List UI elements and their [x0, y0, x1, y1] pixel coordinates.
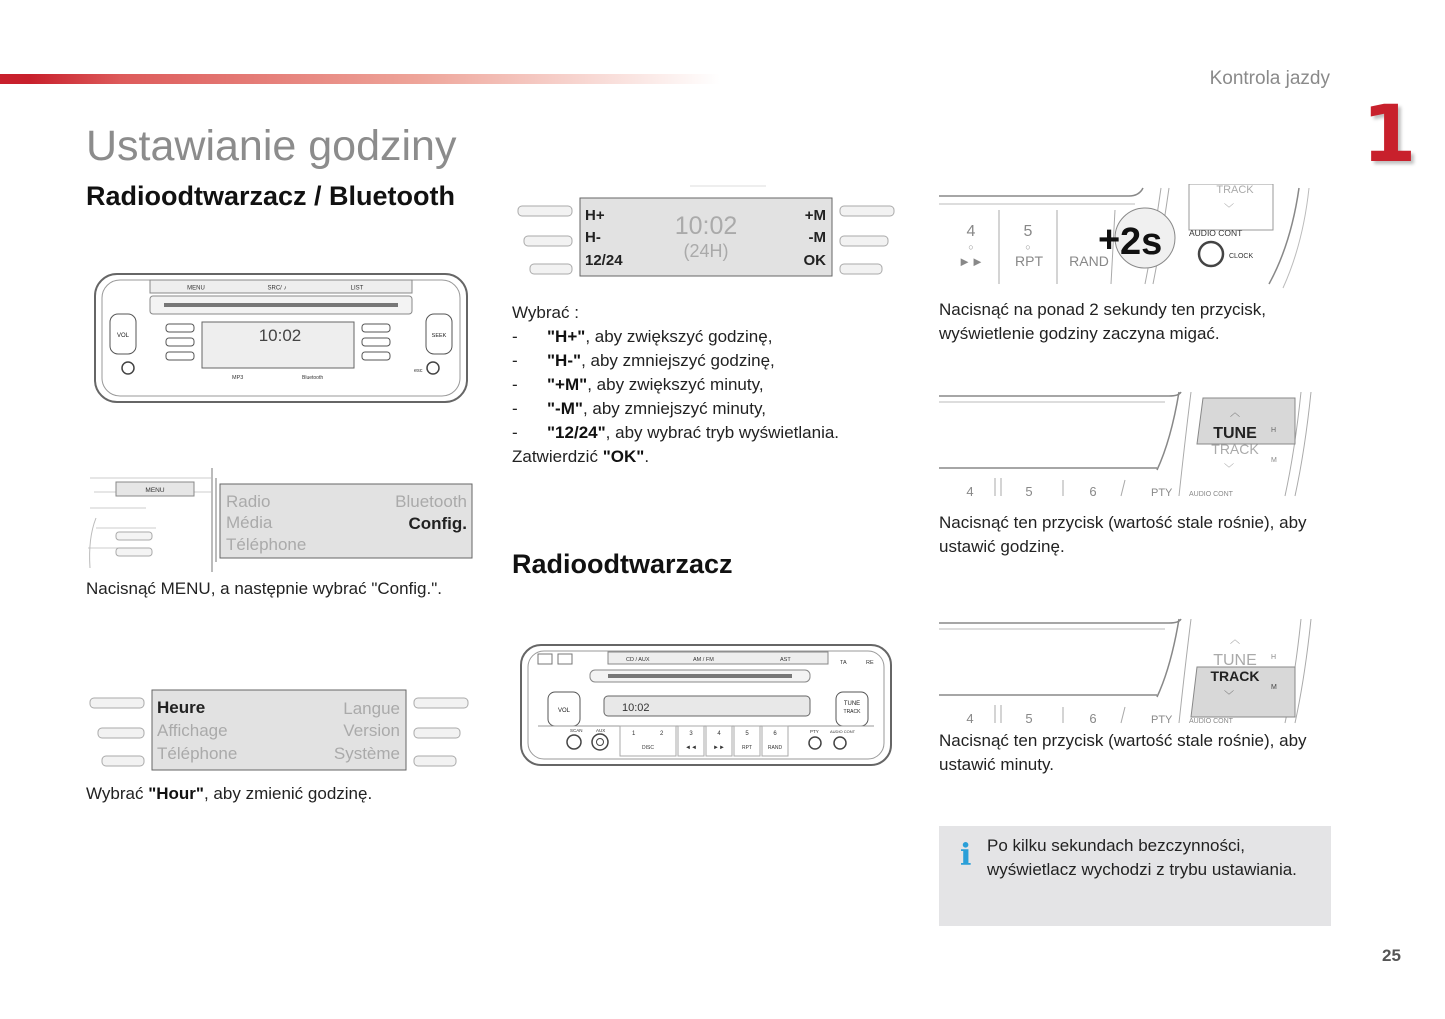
- radio2-disc: DISC: [642, 745, 654, 751]
- menu-item-telephone: Téléphone: [226, 535, 307, 554]
- radio1-btn-menu: MENU: [187, 285, 205, 292]
- radio1-esc: esc: [414, 368, 423, 374]
- radio2-tune: TUNE: [843, 701, 861, 707]
- list-item-key: "-M": [547, 399, 583, 418]
- clock-time: 10:02: [674, 212, 738, 240]
- list-dash: -: [512, 423, 518, 442]
- panel1-rand: RAND: [1069, 253, 1109, 269]
- confirm-prefix: Zatwierdzić: [512, 447, 603, 466]
- press-duration: 2s: [1120, 221, 1163, 263]
- section-label: Kontrola jazdy: [1209, 68, 1330, 89]
- radio2-preset-3: 3: [689, 731, 693, 737]
- panel1-clock: CLOCK: [1229, 253, 1254, 260]
- radio2-preset-1: 1: [632, 731, 636, 737]
- tune-button-hour-illustration: [939, 390, 1319, 498]
- caption-hour-bold: "Hour": [148, 784, 204, 803]
- radio1-vol: VOL: [116, 333, 130, 339]
- clock-mode: (24H): [683, 241, 729, 261]
- list-item: [512, 421, 922, 445]
- radio2-vol: VOL: [557, 708, 571, 714]
- radio-illustration: [518, 640, 894, 768]
- panel3-key-6: 6: [1089, 711, 1097, 725]
- caption-menu: Nacisnąć MENU, a następnie wybrać "Config.".: [86, 579, 442, 598]
- panel3-m: M: [1271, 684, 1277, 691]
- chevron-up-icon: ︿: [1230, 408, 1240, 419]
- panel1-key-4: 4: [966, 223, 976, 240]
- list-item-text: , aby zwiększyć minuty,: [587, 375, 764, 394]
- clock-btn-h-plus: H+: [585, 207, 605, 224]
- clock-btn-m-plus: +M: [804, 207, 826, 224]
- info-text: Po kilku sekundach bezczynności, wyświetlacz wychodzi z trybu ustawiania.: [987, 836, 1297, 879]
- plus-icon: +: [1098, 219, 1121, 261]
- config-item-heure: Heure: [157, 698, 206, 717]
- radio1-seek: SEEK: [431, 333, 447, 339]
- radio2-aux: AUX: [596, 728, 606, 733]
- clock-button-panel-illustration: [939, 184, 1315, 290]
- config-item-langue: Langue: [343, 699, 400, 718]
- radio2-rand: RAND: [767, 745, 783, 751]
- radio2-preset-6: 6: [773, 731, 777, 737]
- config-item-affichage: Affichage: [157, 721, 228, 740]
- panel3-audio: AUDIO CONT: [1189, 718, 1233, 725]
- menu-item-config: Config.: [408, 514, 467, 533]
- step2-caption: Nacisnąć ten przycisk (wartość stale rośnie), aby ustawić godzinę.: [939, 513, 1307, 556]
- instructions-intro: Wybrać :: [512, 303, 579, 322]
- chapter-number: 1: [1362, 90, 1417, 180]
- header-color-bar: [0, 74, 720, 84]
- radio1-btn-list: LIST: [350, 285, 364, 292]
- caption-hour: [86, 782, 372, 806]
- instructions: [512, 301, 922, 469]
- radio2-preset-5: 5: [745, 731, 749, 737]
- panel1-key-5: 5: [1023, 223, 1033, 240]
- panel3-track: TRACK: [1210, 668, 1260, 684]
- page-number: 25: [1382, 946, 1401, 965]
- radio2-next-icon: ►►: [713, 745, 725, 751]
- list-item-key: "H-": [547, 351, 582, 370]
- panel2-key-4: 4: [966, 484, 974, 498]
- list-dash: -: [512, 375, 518, 394]
- radio2-preset-2: 2: [660, 731, 664, 737]
- radio2-btn-re: RE: [866, 660, 874, 666]
- list-dash: -: [512, 351, 518, 370]
- list-item-key: "+M": [547, 375, 588, 394]
- panel1-track: TRACK: [1216, 184, 1254, 196]
- panel1-dot-4: ○: [968, 242, 974, 252]
- confirm-suffix: .: [644, 447, 650, 466]
- panel1-dot-5: ○: [1025, 242, 1031, 252]
- confirm-key: "OK": [602, 447, 645, 466]
- menu-item-media: Média: [226, 513, 273, 532]
- panel2-h: H: [1271, 427, 1277, 434]
- radio2-audio: AUDIO CONT: [830, 729, 856, 734]
- clock-btn-h-minus: H-: [585, 229, 601, 246]
- radio2-track: TRACK: [843, 709, 861, 715]
- radio1-btn-src: SRC/ ♪: [267, 285, 287, 292]
- chevron-down-icon: ﹀: [1224, 204, 1234, 215]
- step3-caption: Nacisnąć ten przycisk (wartość stale rośnie), aby ustawić minuty.: [939, 731, 1307, 774]
- caption-hour-prefix: Wybrać: [86, 784, 149, 803]
- list-item: [512, 397, 922, 421]
- section-heading-radio: Radioodtwarzacz: [512, 549, 733, 579]
- radio-bluetooth-illustration: [92, 268, 470, 410]
- radio1-mp3: MP3: [232, 375, 244, 381]
- radio2-preset-4: 4: [717, 731, 721, 737]
- radio2-prev-icon: ◄◄: [685, 745, 697, 751]
- radio2-time: 10:02: [622, 702, 650, 714]
- panel3-key-4: 4: [966, 711, 974, 725]
- menu-screen-illustration: [86, 468, 476, 572]
- config-item-systeme: Système: [333, 744, 400, 763]
- panel1-audio: AUDIO CONT: [1189, 228, 1243, 238]
- list-item-text: , aby zmniejszyć godzinę,: [581, 351, 775, 370]
- panel1-rpt: RPT: [1015, 253, 1043, 269]
- chevron-up-icon: ︿: [1230, 635, 1240, 646]
- instructions-confirm: [512, 445, 922, 469]
- panel3-tune: TUNE: [1213, 652, 1257, 669]
- list-item: [512, 325, 922, 349]
- panel2-key-5: 5: [1025, 484, 1033, 498]
- clock-btn-m-minus: -M: [808, 229, 826, 246]
- chevron-down-icon: ﹀: [1224, 464, 1234, 475]
- info-icon: i: [960, 838, 972, 873]
- list-item: [512, 349, 922, 373]
- config-item-telephone: Téléphone: [157, 744, 238, 763]
- page-title: Ustawianie godziny: [86, 122, 457, 170]
- menu-item-radio: Radio: [226, 492, 271, 511]
- chevron-down-icon: ﹀: [1224, 691, 1234, 702]
- instructions-list: [512, 325, 922, 445]
- config-screen-illustration: [88, 686, 472, 776]
- tune-button-minute-illustration: [939, 617, 1319, 725]
- list-item-text: , aby wybrać tryb wyświetlania.: [605, 423, 840, 442]
- panel2-pty: PTY: [1151, 487, 1173, 498]
- list-item-key: "H+": [547, 327, 586, 346]
- panel2-tune: TUNE: [1213, 425, 1257, 442]
- clock-btn-12-24: 12/24: [585, 252, 623, 269]
- radio2-pty: PTY: [810, 729, 819, 734]
- panel2-m: M: [1271, 457, 1277, 464]
- caption-hour-suffix: , aby zmienić godzinę.: [203, 784, 373, 803]
- list-item-text: , aby zwiększyć godzinę,: [585, 327, 773, 346]
- panel3-pty: PTY: [1151, 714, 1173, 725]
- panel2-key-6: 6: [1089, 484, 1097, 498]
- panel3-key-5: 5: [1025, 711, 1033, 725]
- panel2-track: TRACK: [1211, 441, 1259, 457]
- panel1-ff-icon: ►►: [958, 254, 984, 269]
- list-item: [512, 373, 922, 397]
- list-dash: -: [512, 327, 518, 346]
- radio2-btn-ta: TA: [840, 660, 847, 666]
- radio2-rpt: RPT: [742, 745, 752, 751]
- radio2-btn-cd: CD / AUX: [626, 657, 650, 663]
- panel3-h: H: [1271, 654, 1277, 661]
- radio2-btn-am: AM / FM: [693, 657, 714, 663]
- radio1-time: 10:02: [258, 326, 302, 345]
- radio1-bt: Bluetooth: [302, 375, 324, 381]
- radio2-btn-ast: AST: [780, 657, 791, 663]
- list-item-key: "12/24": [547, 423, 606, 442]
- clock-screen-illustration: [514, 184, 898, 280]
- clock-btn-ok: OK: [803, 252, 826, 269]
- menu-item-bluetooth: Bluetooth: [395, 492, 467, 511]
- menu-label: MENU: [145, 487, 165, 494]
- section-heading-bluetooth: Radioodtwarzacz / Bluetooth: [86, 181, 456, 211]
- list-item-text: , aby zmniejszyć minuty,: [582, 399, 766, 418]
- panel2-audio: AUDIO CONT: [1189, 491, 1233, 498]
- radio2-scan: SCAN: [570, 728, 583, 733]
- step1-caption: Nacisnąć na ponad 2 sekundy ten przycisk, wyświetlenie godziny zaczyna migać.: [939, 300, 1266, 343]
- list-dash: -: [512, 399, 518, 418]
- config-item-version: Version: [343, 721, 400, 740]
